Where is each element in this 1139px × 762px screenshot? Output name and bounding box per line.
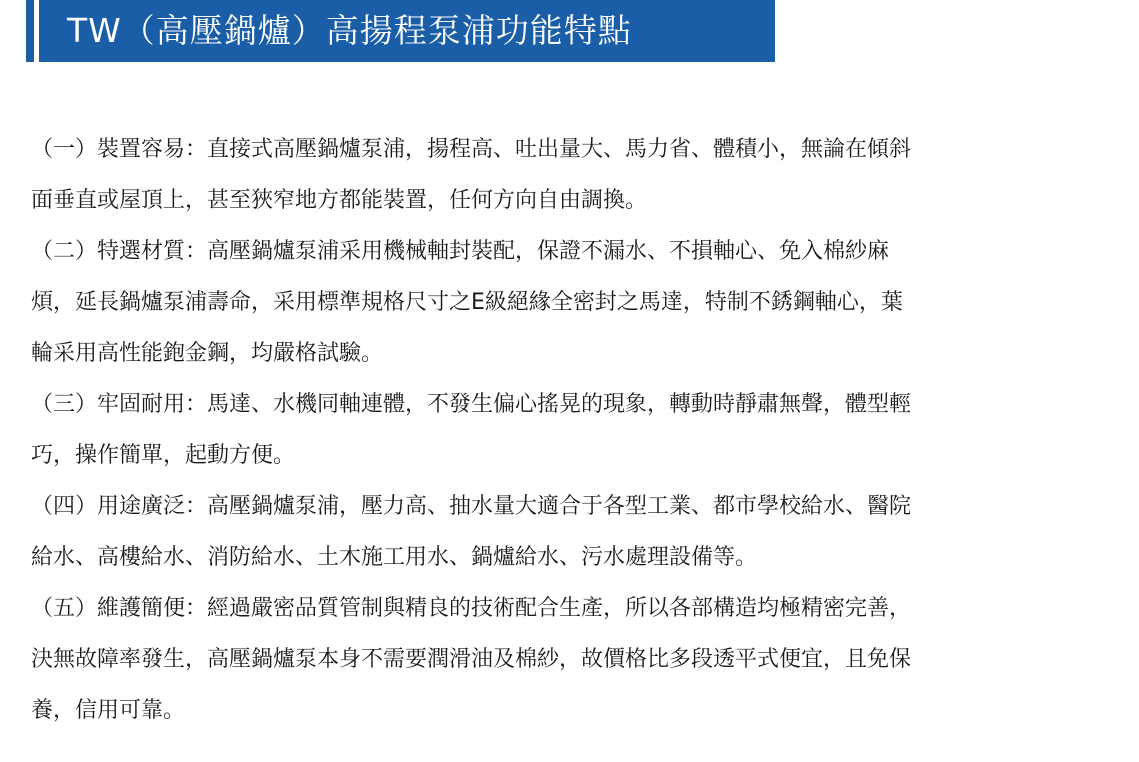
title-banner	[26, 0, 775, 62]
paragraph-line: 煩，延長鍋爐泵浦壽命，采用標準規格尺寸之E級絕緣全密封之馬達，特制不銹鋼軸心，葉	[31, 290, 903, 315]
page-title: TW（高壓鍋爐）高揚程泵浦功能特點	[39, 0, 775, 62]
paragraph-line: 巧，操作簡單，起動方便。	[31, 443, 296, 468]
feature-paragraph-4	[31, 481, 1071, 583]
title-accent-stripe	[26, 0, 34, 62]
paragraph-line: （二）特選材質：高壓鍋爐泵浦采用機械軸封裝配，保證不漏水、不損軸心、免入棉紗麻	[31, 239, 890, 264]
paragraph-line: 養，信用可靠。	[31, 698, 186, 723]
paragraph-line: （四）用途廣泛：高壓鍋爐泵浦，壓力高、抽水量大適合于各型工業、都市學校給水、醫院	[31, 494, 912, 519]
feature-list	[31, 124, 1071, 736]
paragraph-line: （一）裝置容易：直接式高壓鍋爐泵浦，揚程高、吐出量大、馬力省、體積小，無論在傾斜	[31, 137, 912, 162]
paragraph-line: 決無故障率發生，高壓鍋爐泵本身不需要潤滑油及棉紗，故價格比多段透平式便宜，且免保	[31, 647, 912, 672]
paragraph-line: （五）維護簡便：經過嚴密品質管制與精良的技術配合生產，所以各部構造均極精密完善，	[31, 596, 912, 621]
feature-paragraph-2	[31, 226, 1071, 379]
feature-paragraph-3	[31, 379, 1071, 481]
paragraph-line: （三）牢固耐用：馬達、水機同軸連體，不發生偏心搖晃的現象，轉動時靜肅無聲，體型輕	[31, 392, 912, 417]
feature-paragraph-1	[31, 124, 1071, 226]
paragraph-line: 輪采用高性能鉋金鋼，均嚴格試驗。	[31, 341, 384, 366]
paragraph-line: 面垂直或屋頂上，甚至狹窄地方都能裝置，任何方向自由調換。	[31, 188, 648, 213]
paragraph-line: 給水、高樓給水、消防給水、土木施工用水、鍋爐給水、污水處理設備等。	[31, 545, 758, 570]
feature-paragraph-5	[31, 583, 1071, 736]
